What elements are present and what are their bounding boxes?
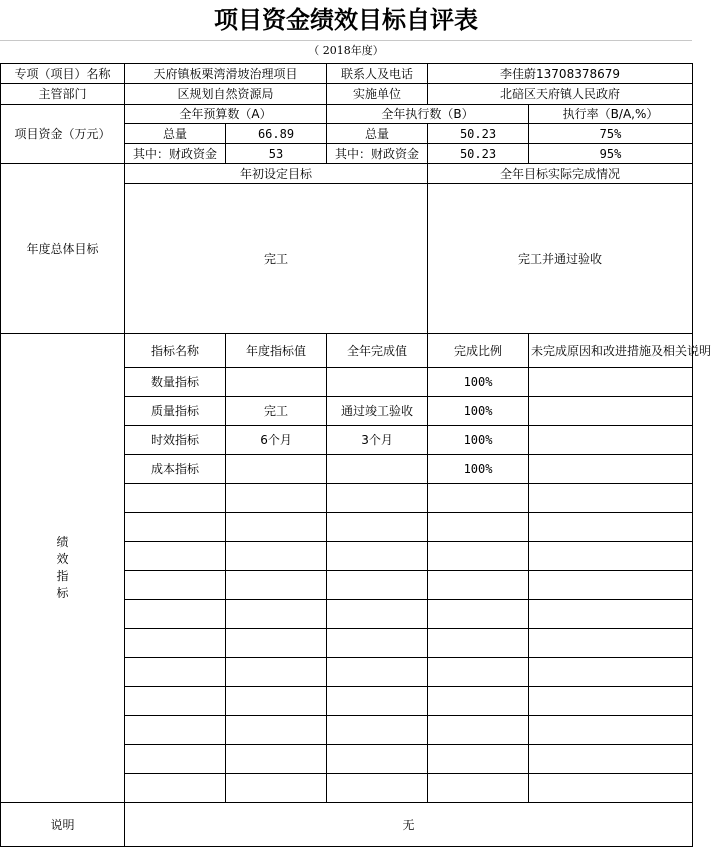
- indicator-header-target: 年度指标值: [226, 334, 327, 368]
- rate-fiscal-value[interactable]: 95%: [529, 144, 693, 164]
- empty-cell[interactable]: [327, 716, 428, 745]
- indicator-header-row: [1, 334, 693, 368]
- set-goal-header: 年初设定目标: [125, 164, 428, 184]
- indicator-header-actual: 全年完成值: [327, 334, 428, 368]
- empty-cell[interactable]: [529, 542, 693, 571]
- empty-cell[interactable]: [327, 484, 428, 513]
- empty-cell[interactable]: [428, 571, 529, 600]
- goals-header-row: [1, 164, 693, 184]
- department-row: [1, 84, 693, 105]
- indicator-name: 成本指标: [125, 455, 226, 484]
- form-title: 项目资金绩效目标自评表: [214, 5, 478, 34]
- remarks-label: 说明: [1, 803, 125, 847]
- empty-cell[interactable]: [125, 774, 226, 803]
- project-name-value[interactable]: 天府镇板栗湾滑坡治理项目: [125, 64, 327, 84]
- empty-cell[interactable]: [226, 571, 327, 600]
- empty-cell[interactable]: [327, 542, 428, 571]
- empty-cell[interactable]: [529, 745, 693, 774]
- budget-header: 全年预算数（A）: [125, 105, 327, 124]
- empty-cell[interactable]: [529, 774, 693, 803]
- contact-label: 联系人及电话: [327, 64, 428, 84]
- empty-cell[interactable]: [125, 745, 226, 774]
- empty-cell[interactable]: [226, 716, 327, 745]
- form-year: （ 2018年度）: [308, 44, 384, 57]
- actual-goal-header: 全年目标实际完成情况: [428, 164, 693, 184]
- empty-cell[interactable]: [125, 484, 226, 513]
- empty-cell[interactable]: [428, 745, 529, 774]
- empty-cell[interactable]: [428, 658, 529, 687]
- empty-cell[interactable]: [327, 687, 428, 716]
- funds-label: 项目资金（万元）: [1, 105, 125, 164]
- indicator-ratio[interactable]: 100%: [428, 368, 529, 397]
- empty-cell[interactable]: [226, 774, 327, 803]
- remarks-row: [1, 803, 693, 847]
- empty-cell[interactable]: [226, 513, 327, 542]
- budget-total-label: 总量: [125, 124, 226, 144]
- indicator-note[interactable]: [529, 368, 693, 397]
- exec-total-label: 总量: [327, 124, 428, 144]
- empty-cell[interactable]: [125, 658, 226, 687]
- empty-cell[interactable]: [125, 600, 226, 629]
- empty-cell[interactable]: [327, 629, 428, 658]
- empty-cell[interactable]: [125, 687, 226, 716]
- empty-cell[interactable]: [428, 774, 529, 803]
- empty-cell[interactable]: [428, 687, 529, 716]
- budget-fiscal-label: 其中：财政资金: [125, 144, 226, 164]
- empty-cell[interactable]: [529, 629, 693, 658]
- empty-cell[interactable]: [529, 484, 693, 513]
- indicator-target[interactable]: 完工: [226, 397, 327, 426]
- empty-cell[interactable]: [529, 687, 693, 716]
- indicator-header-ratio: 完成比例: [428, 334, 529, 368]
- indicator-target[interactable]: [226, 455, 327, 484]
- remarks-value[interactable]: 无: [125, 803, 693, 847]
- empty-cell[interactable]: [428, 513, 529, 542]
- indicator-note[interactable]: [529, 426, 693, 455]
- department-label: 主管部门: [1, 84, 125, 105]
- funds-header-row: [1, 105, 693, 124]
- exec-header: 全年执行数（B）: [327, 105, 529, 124]
- indicator-name: 质量指标: [125, 397, 226, 426]
- department-value[interactable]: 区规划自然资源局: [125, 84, 327, 105]
- budget-total-value[interactable]: 66.89: [226, 124, 327, 144]
- rate-total-value[interactable]: 75%: [529, 124, 693, 144]
- empty-cell[interactable]: [226, 658, 327, 687]
- exec-fiscal-label: 其中：财政资金: [327, 144, 428, 164]
- empty-cell[interactable]: [428, 484, 529, 513]
- empty-cell[interactable]: [327, 513, 428, 542]
- annual-goal-label: 年度总体目标: [1, 164, 125, 334]
- empty-cell[interactable]: [428, 716, 529, 745]
- empty-cell[interactable]: [529, 658, 693, 687]
- indicator-target[interactable]: 6个月: [226, 426, 327, 455]
- rate-header: 执行率（B/A,%）: [529, 105, 693, 124]
- indicator-actual[interactable]: 通过竣工验收: [327, 397, 428, 426]
- empty-cell[interactable]: [125, 542, 226, 571]
- divider: [0, 40, 692, 41]
- empty-cell[interactable]: [125, 513, 226, 542]
- indicator-actual[interactable]: [327, 455, 428, 484]
- empty-cell[interactable]: [226, 542, 327, 571]
- exec-fiscal-value[interactable]: 50.23: [428, 144, 529, 164]
- empty-cell[interactable]: [226, 745, 327, 774]
- indicator-name: 数量指标: [125, 368, 226, 397]
- project-name-label: 专项（项目）名称: [1, 64, 125, 84]
- indicator-header-note: 未完成原因和改进措施及相关说明: [529, 334, 693, 368]
- empty-cell[interactable]: [125, 571, 226, 600]
- empty-cell[interactable]: [529, 571, 693, 600]
- empty-cell[interactable]: [529, 716, 693, 745]
- indicator-note[interactable]: [529, 455, 693, 484]
- contact-value[interactable]: 李佳蔚13708378679: [428, 64, 693, 84]
- performance-indicators-text: 绩效指标: [56, 535, 69, 600]
- empty-cell[interactable]: [327, 658, 428, 687]
- indicator-ratio[interactable]: 100%: [428, 397, 529, 426]
- implementer-value[interactable]: 北碚区天府镇人民政府: [428, 84, 693, 105]
- empty-cell[interactable]: [125, 716, 226, 745]
- implementer-label: 实施单位: [327, 84, 428, 105]
- actual-goal-value[interactable]: 完工并通过验收: [428, 184, 693, 334]
- indicator-actual[interactable]: 3个月: [327, 426, 428, 455]
- indicator-name: 时效指标: [125, 426, 226, 455]
- indicator-note[interactable]: [529, 397, 693, 426]
- empty-cell[interactable]: [529, 600, 693, 629]
- indicator-target[interactable]: [226, 368, 327, 397]
- empty-cell[interactable]: [529, 513, 693, 542]
- indicator-ratio[interactable]: 100%: [428, 455, 529, 484]
- empty-cell[interactable]: [428, 600, 529, 629]
- evaluation-table: [0, 63, 711, 847]
- empty-cell[interactable]: [226, 484, 327, 513]
- empty-cell[interactable]: [327, 745, 428, 774]
- empty-cell[interactable]: [327, 774, 428, 803]
- budget-fiscal-value[interactable]: 53: [226, 144, 327, 164]
- exec-total-value[interactable]: 50.23: [428, 124, 529, 144]
- performance-indicators-label: [1, 334, 125, 803]
- empty-cell[interactable]: [125, 629, 226, 658]
- project-name-row: [1, 64, 693, 84]
- empty-cell[interactable]: [327, 600, 428, 629]
- empty-cell[interactable]: [226, 600, 327, 629]
- empty-cell[interactable]: [226, 629, 327, 658]
- indicator-actual[interactable]: [327, 368, 428, 397]
- empty-cell[interactable]: [428, 542, 529, 571]
- empty-cell[interactable]: [226, 687, 327, 716]
- empty-cell[interactable]: [428, 629, 529, 658]
- indicator-ratio[interactable]: 100%: [428, 426, 529, 455]
- indicator-header-name: 指标名称: [125, 334, 226, 368]
- empty-cell[interactable]: [327, 571, 428, 600]
- set-goal-value[interactable]: 完工: [125, 184, 428, 334]
